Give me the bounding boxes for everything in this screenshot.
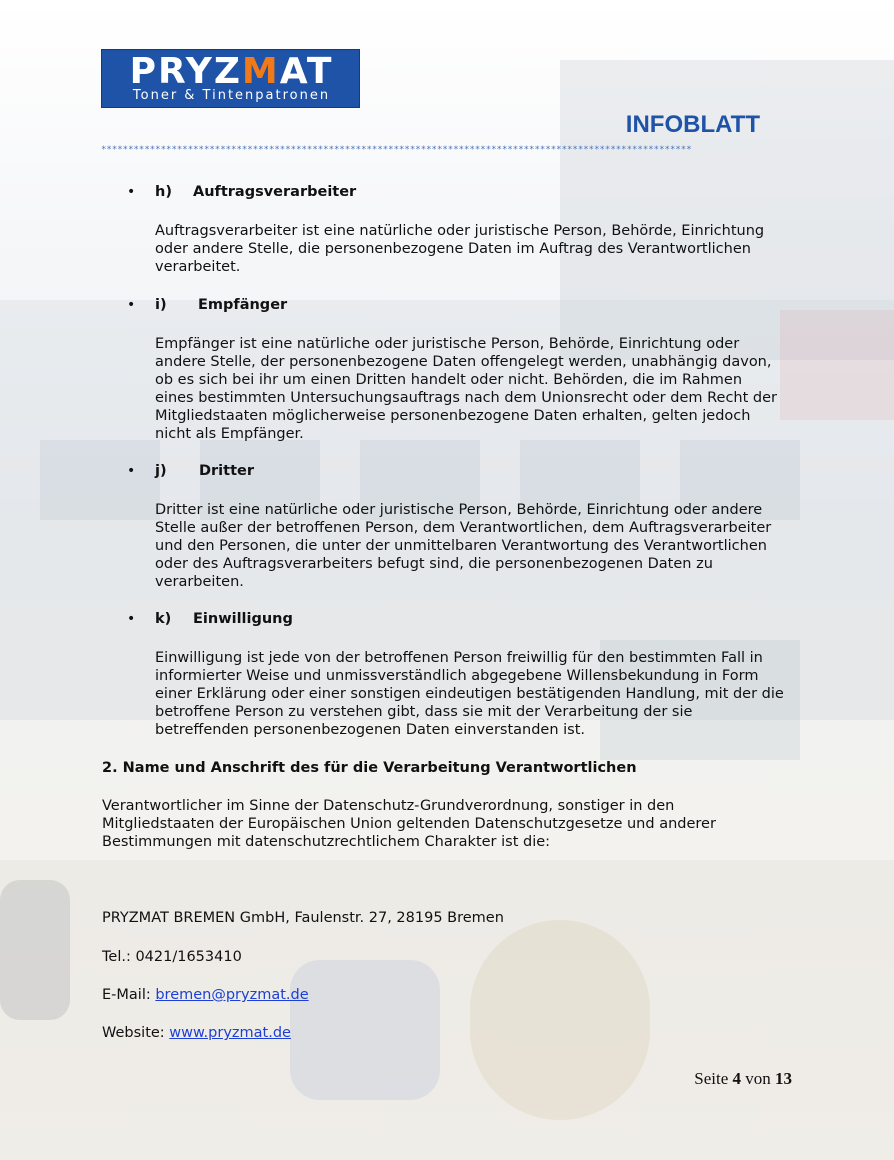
section-heading bbox=[155, 462, 254, 480]
email-line bbox=[102, 986, 802, 1004]
bullet-icon: • bbox=[127, 184, 136, 200]
section-2-paragraph: Verantwortlicher im Sinne der Datenschutz-Grundverordnung, sonstiger in den Mitgliedstaaten der Europäischen Union geltenden Datenschutzgesetze und anderer Bestimmungen mit datenschutzrechtlichem Charakter ist die: bbox=[102, 798, 716, 850]
section-paragraph: Einwilligung ist jede von der betroffenen Person freiwillig für den bestimmten Fall in informierter Weise und unmissverständlich abgegebene Willensbekundung in Form einer Erklärung oder einer sonstigen eindeutigen bestätigenden Handlung, mit der die betroffene Person zu verstehen gibt, dass sie mit der Verarbeitung der sie betreffenden personenbezogenen Daten einverstanden ist. bbox=[155, 650, 784, 738]
website-link[interactable]: www.pryzmat.de bbox=[169, 1025, 291, 1041]
section-title: Empfänger bbox=[198, 297, 288, 313]
website-label: Website: bbox=[102, 1025, 170, 1041]
page-number: Seite 4 von 13 bbox=[694, 1069, 792, 1088]
section-paragraph: Dritter ist eine natürliche oder juristische Person, Behörde, Einrichtung oder andere Stelle außer der betroffenen Person, dem Verantwortlichen, dem Auftragsverarbeiter und den Personen, die unter der unmittelbaren Verantwortung des Verantwortlichen oder des Auftragsverarbeiters befugt sind, die personenbezogenen Daten zu verarbeiten. bbox=[155, 502, 772, 590]
section-letter: k) bbox=[155, 611, 172, 627]
section-letter: j) bbox=[155, 463, 167, 479]
section-heading bbox=[155, 183, 356, 201]
section-heading bbox=[155, 296, 287, 314]
section-paragraph: Auftragsverarbeiter ist eine natürliche oder juristische Person, Behörde, Einrichtung oder andere Stelle, die personenbezogene Daten im Auftrag des Verantwortlichen verarbeitet. bbox=[155, 223, 765, 275]
bullet-icon: • bbox=[127, 297, 136, 313]
header-divider: ************************************************************************************************************* bbox=[101, 145, 692, 155]
company-address: PRYZMAT BREMEN GmbH, Faulenstr. 27, 28195 Bremen bbox=[102, 910, 504, 926]
email-link[interactable]: bremen@pryzmat.de bbox=[155, 987, 309, 1003]
page-title: INFOBLATT bbox=[625, 111, 760, 138]
bullet-icon: • bbox=[127, 611, 136, 627]
pryzmat-logo bbox=[101, 49, 360, 108]
section-2-heading: 2. Name und Anschrift des für die Verarbeitung Verantwortlichen bbox=[102, 760, 637, 776]
logo-tagline: Toner & Tintenpatronen bbox=[132, 88, 331, 103]
section-letter: h) bbox=[155, 184, 172, 200]
section-title: Dritter bbox=[199, 463, 255, 479]
telephone: Tel.: 0421/1653410 bbox=[102, 949, 242, 965]
logo-wordmark: PRYZMAT bbox=[129, 51, 334, 92]
section-letter: i) bbox=[155, 297, 167, 313]
email-label: E-Mail: bbox=[102, 987, 156, 1003]
section-title: Auftragsverarbeiter bbox=[193, 184, 357, 200]
section-paragraph: Empfänger ist eine natürliche oder juristische Person, Behörde, Einrichtung oder andere Stelle, der personenbezogene Daten offengelegt werden, unabhängig davon, ob es sich bei ihr um einen Dritten handelt oder nicht. Behörden, die im Rahmen eines bestimmten Untersuchungsauftrags nach dem Unionsrecht oder dem Recht der Mitgliedstaaten möglicherweise personenbezogene Daten erhalten, gelten jedoch nicht als Empfänger. bbox=[155, 336, 777, 442]
section-title: Einwilligung bbox=[193, 611, 293, 627]
bullet-icon: • bbox=[127, 463, 136, 479]
website-line bbox=[102, 1024, 802, 1042]
section-heading bbox=[155, 610, 293, 628]
